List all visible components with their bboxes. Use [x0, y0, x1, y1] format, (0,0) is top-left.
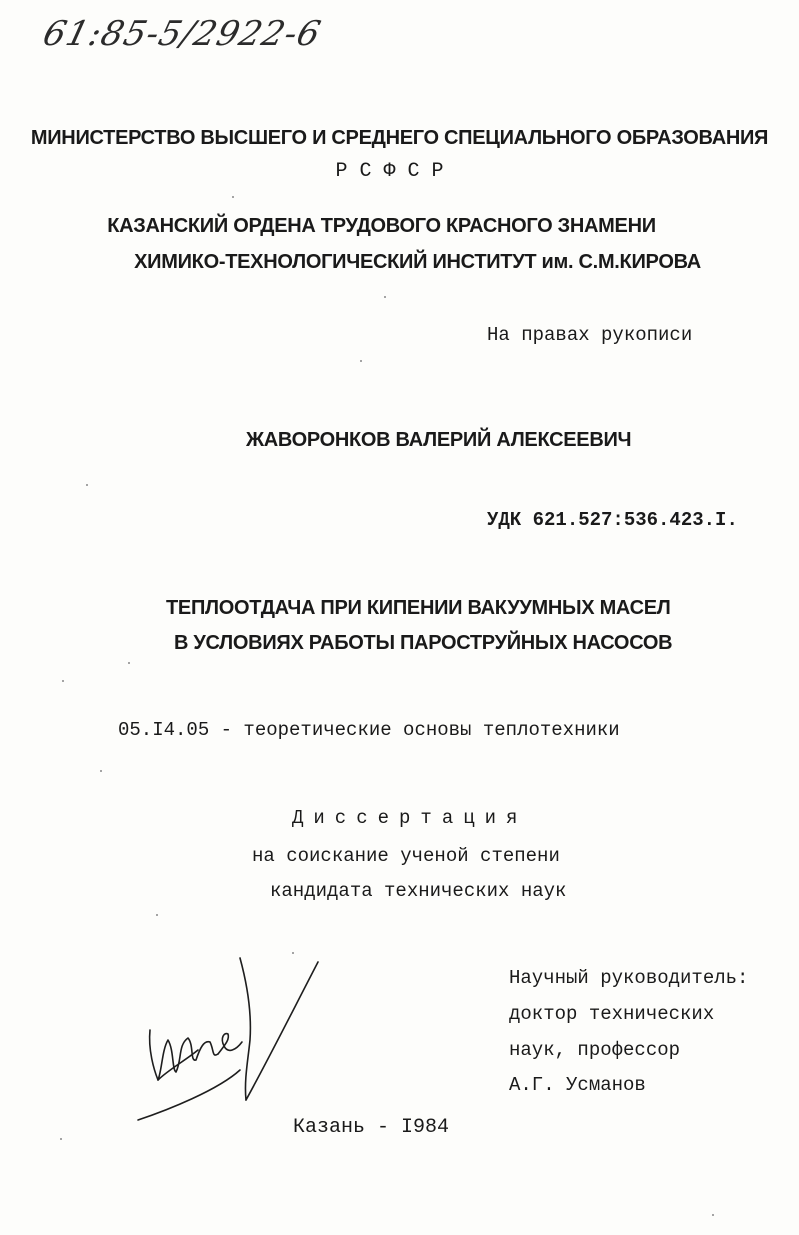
dissertation-title-line-2: В УСЛОВИЯХ РАБОТЫ ПАРОСТРУЙНЫХ НАСОСОВ [174, 632, 673, 654]
document-type: Диссертация [292, 807, 528, 829]
supervisor-title-1: доктор технических [509, 1003, 715, 1025]
scan-speck [292, 952, 294, 954]
republic-heading: Р С Ф С Р [335, 160, 444, 183]
ministry-heading: МИНИСТЕРСТВО ВЫСШЕГО И СРЕДНЕГО СПЕЦИАЛЬНОГО ОБРАЗОВАНИЯ [30, 127, 769, 149]
scan-speck [156, 914, 158, 916]
author-name: ЖАВОРОНКОВ ВАЛЕРИЙ АЛЕКСЕЕВИЧ [246, 429, 632, 451]
scan-speck [712, 1214, 714, 1216]
scan-speck [360, 360, 362, 362]
supervisor-title-2: наук, профессор [509, 1039, 681, 1061]
scan-speck [62, 680, 64, 682]
specialty-code: 05.I4.05 - теоретические основы теплотехники [118, 719, 620, 741]
city-and-year: Казань - I984 [293, 1116, 450, 1139]
supervisor-label: Научный руководитель: [509, 967, 749, 989]
udc-code: УДК 621.527:536.423.I. [487, 509, 738, 531]
degree-line-2: кандидата технических наук [270, 880, 567, 902]
scan-speck [60, 1138, 62, 1140]
scan-speck [232, 196, 234, 198]
institute-line-2: ХИМИКО-ТЕХНОЛОГИЧЕСКИЙ ИНСТИТУТ им. С.М.КИРОВА [134, 251, 701, 273]
degree-line-1: на соискание ученой степени [252, 845, 560, 867]
supervisor-name: А.Г. Усманов [509, 1074, 646, 1096]
scan-speck [100, 770, 102, 772]
handwritten-signature [128, 950, 328, 1130]
dissertation-title-line-1: ТЕПЛООТДАЧА ПРИ КИПЕНИИ ВАКУУМНЫХ МАСЕЛ [166, 597, 671, 619]
scan-speck [86, 484, 88, 486]
institute-line-1: КАЗАНСКИЙ ОРДЕНА ТРУДОВОГО КРАСНОГО ЗНАМЕНИ [107, 215, 656, 237]
manuscript-rights-note: На правах рукописи [487, 324, 693, 346]
scan-speck [128, 662, 130, 664]
scan-speck [384, 296, 386, 298]
archive-number-handwritten: 61:85-5/2922-6 [39, 14, 326, 54]
